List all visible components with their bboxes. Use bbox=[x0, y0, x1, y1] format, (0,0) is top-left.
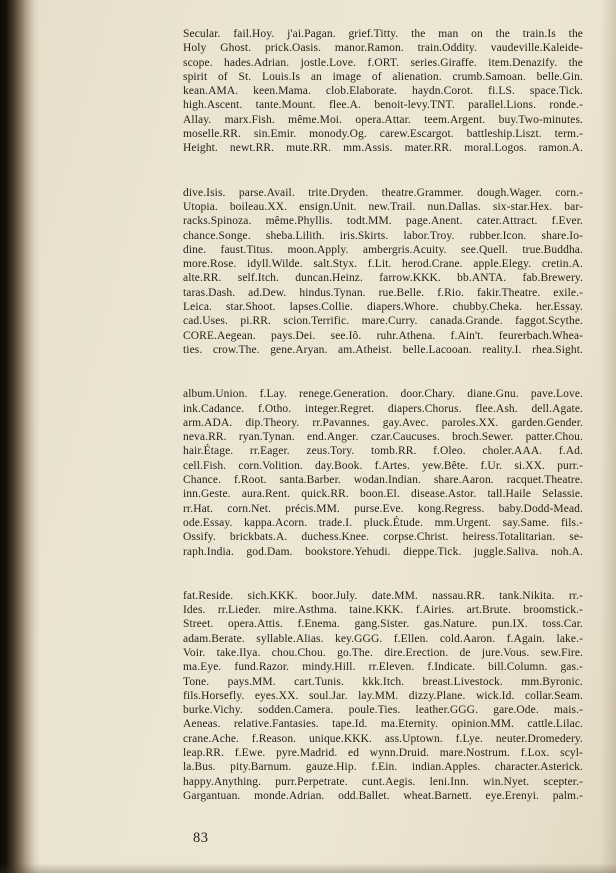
text-line: inn.Geste. aura.Rent. quick.RR. boon.El. disease.Astor. tall.Haile Selassie. bbox=[183, 488, 583, 501]
text-line: happy.Anything. purr.Perpetrate. cunt.Aegis. leni.Inn. win.Nyet. scepter.- bbox=[183, 775, 583, 788]
text-line: Street. opera.Attis. f.Enema. gang.Sister. gas.Nature. pun.IX. toss.Car. bbox=[183, 618, 583, 631]
text-line: kean.AMA. keen.Mama. clob.Elaborate. haydn.Corot. fi.LS. space.Tick. bbox=[183, 85, 583, 98]
text-line: Chance. f.Root. santa.Barber. wodan.Indian. share.Aaron. racquet.Theatre. bbox=[183, 474, 583, 487]
text-line: CORE.Aegean. pays.Dei. see.Iô. ruhr.Athena. f.Ain't. feurerbach.Whea- bbox=[183, 329, 583, 342]
scan-edge-right bbox=[600, 0, 616, 873]
text-line: cad.Uses. pi.RR. scion.Terrific. mare.Curry. canada.Grande. faggot.Scythe. bbox=[183, 315, 583, 328]
text-line: Gargantuan. monde.Adrian. odd.Ballet. wheat.Barnett. eye.Erenyi. palm.- bbox=[183, 789, 583, 802]
text-line: dive.Isis. parse.Avail. trite.Dryden. theatre.Grammer. dough.Wager. corn.- bbox=[183, 186, 583, 199]
text-line: racks.Spinoza. même.Phyllis. todt.MM. page.Anent. cater.Attract. f.Ever. bbox=[183, 215, 583, 228]
text-line: high.Ascent. tante.Mount. flee.A. benoit-levy.TNT. parallel.Lions. ronde.- bbox=[183, 99, 583, 112]
text-line: raph.India. god.Dam. bookstore.Yehudi. dieppe.Tick. juggle.Saliva. noh.A. bbox=[183, 545, 583, 558]
scan-edge-bottom bbox=[0, 863, 616, 873]
text-line: rr.Hat. corn.Net. précis.MM. purse.Eve. kong.Regress. baby.Dodd-Mead. bbox=[183, 502, 583, 515]
text-line: ma.Eye. fund.Razor. mindy.Hill. rr.Eleven. f.Indicate. bill.Column. gas.- bbox=[183, 661, 583, 674]
text-line: Aeneas. relative.Fantasies. tape.Id. ma.Eternity. opinion.MM. cattle.Lilac. bbox=[183, 718, 583, 731]
text-line: crane.Ache. f.Reason. unique.KKK. ass.Uptown. f.Lye. neuter.Dromedery. bbox=[183, 732, 583, 745]
text-line: scope. hades.Adrian. jostle.Love. f.ORT. series.Giraffe. item.Denazify. the bbox=[183, 56, 583, 69]
page-number: 83 bbox=[193, 830, 209, 846]
text-line: more.Rose. idyll.Wilde. salt.Styx. f.Lit. herod.Crane. apple.Elegy. cretin.A. bbox=[183, 258, 583, 271]
text-line: Utopia. boileau.XX. ensign.Unit. new.Trail. nun.Dallas. six-star.Hex. bar- bbox=[183, 200, 583, 213]
text-line: fat.Reside. sich.KKK. boor.July. date.MM. nassau.RR. tank.Nikita. rr.- bbox=[183, 589, 583, 602]
text-line: Secular. fail.Hoy. j'ai.Pagan. grief.Titty. the man on the train.Is the bbox=[183, 28, 583, 40]
text-line: ode.Essay. kappa.Acorn. trade.I. pluck.Étude. mm.Urgent. say.Same. fils.- bbox=[183, 516, 583, 529]
text-line: spirit of St. Louis.Is an image of alienation. crumb.Samoan. belle.Gin. bbox=[183, 70, 583, 83]
text-line: arm.ADA. dip.Theory. rr.Pavannes. gay.Avec. paroles.XX. garden.Gender. bbox=[183, 416, 583, 429]
text-line: adam.Berate. syllable.Alias. key.GGG. f.Ellen. cold.Aaron. f.Again. lake.- bbox=[183, 632, 583, 645]
text-line: Ides. rr.Lieder. mire.Asthma. taine.KKK. f.Airies. art.Brute. broomstick.- bbox=[183, 604, 583, 617]
text-line: Holy Ghost. prick.Oasis. manor.Ramon. train.Oddity. vaudeville.Kaleide- bbox=[183, 42, 583, 55]
text-line: fils.Horsefly. eyes.XX. soul.Jar. lay.MM. dizzy.Plane. wick.Id. collar.Seam. bbox=[183, 689, 583, 702]
book-spine-shadow bbox=[0, 0, 40, 873]
text-line: leap.RR. f.Ewe. pyre.Madrid. ed wynn.Druid. mare.Nostrum. f.Lox. scyl- bbox=[183, 747, 583, 760]
text-line: Voir. take.Ilya. chou.Chou. go.The. dire.Erection. de jure.Vous. sew.Fire. bbox=[183, 646, 583, 659]
text-line: moselle.RR. sin.Emir. monody.Og. carew.Escargot. battleship.Liszt. term.- bbox=[183, 128, 583, 141]
text-line: Height. newt.RR. mute.RR. mm.Assis. mater.RR. moral.Logos. ramon.A. bbox=[183, 142, 583, 155]
text-line: Allay. marx.Fish. même.Moi. opera.Attar. teem.Argent. buy.Two-minutes. bbox=[183, 113, 583, 126]
text-block bbox=[183, 27, 583, 803]
text-line: taras.Dash. ad.Dew. hindus.Tynan. rue.Belle. f.Rio. fakir.Theatre. exile.- bbox=[183, 286, 583, 299]
text-line: burke.Vichy. sodden.Camera. poule.Ties. leather.GGG. gare.Ode. mais.- bbox=[183, 704, 583, 717]
paragraph-2 bbox=[183, 186, 583, 358]
text-line: album.Union. f.Lay. renege.Generation. door.Chary. diane.Gnu. pave.Love. bbox=[183, 388, 583, 401]
text-line: ink.Cadance. f.Otho. integer.Regret. diapers.Chorus. flee.Ash. dell.Agate. bbox=[183, 402, 583, 415]
text-line: alte.RR. self.Itch. duncan.Heinz. farrow.KKK. bb.ANTA. fab.Brewery. bbox=[183, 272, 583, 285]
text-line: cell.Fish. corn.Volition. day.Book. f.Artes. yew.Bête. f.Ur. si.XX. purr.- bbox=[183, 459, 583, 472]
text-line: ties. crow.The. gene.Aryan. am.Atheist. belle.Lacooan. reality.I. rhea.Sight. bbox=[183, 343, 583, 356]
paragraph-3 bbox=[183, 387, 583, 559]
text-line: chance.Songe. sheba.Lilith. iris.Skirts. labor.Troy. rubber.Icon. share.Io- bbox=[183, 229, 583, 242]
text-line: Ossify. brickbats.A. duchess.Knee. corpse.Christ. heiress.Totalitarian. se- bbox=[183, 531, 583, 544]
text-line: dine. faust.Titus. moon.Apply. ambergris.Acuity. see.Quell. true.Buddha. bbox=[183, 243, 583, 256]
text-line: neva.RR. ryan.Tynan. end.Anger. czar.Caucuses. broch.Sewer. patter.Chou. bbox=[183, 431, 583, 444]
text-line: la.Bus. pity.Barnum. gauze.Hip. f.Ein. indian.Apples. character.Asterick. bbox=[183, 761, 583, 774]
paragraph-4 bbox=[183, 589, 583, 803]
text-line: Leica. star.Shoot. lapses.Collie. diapers.Whore. chubby.Cheka. her.Essay. bbox=[183, 301, 583, 314]
text-line: hair.Étage. rr.Eager. zeus.Tory. tomb.RR. f.Oleo. choler.AAA. f.Ad. bbox=[183, 445, 583, 458]
paragraph-1 bbox=[183, 27, 583, 156]
text-line: Tone. pays.MM. cart.Tunis. kkk.Itch. breast.Livestock. mm.Byronic. bbox=[183, 675, 583, 688]
